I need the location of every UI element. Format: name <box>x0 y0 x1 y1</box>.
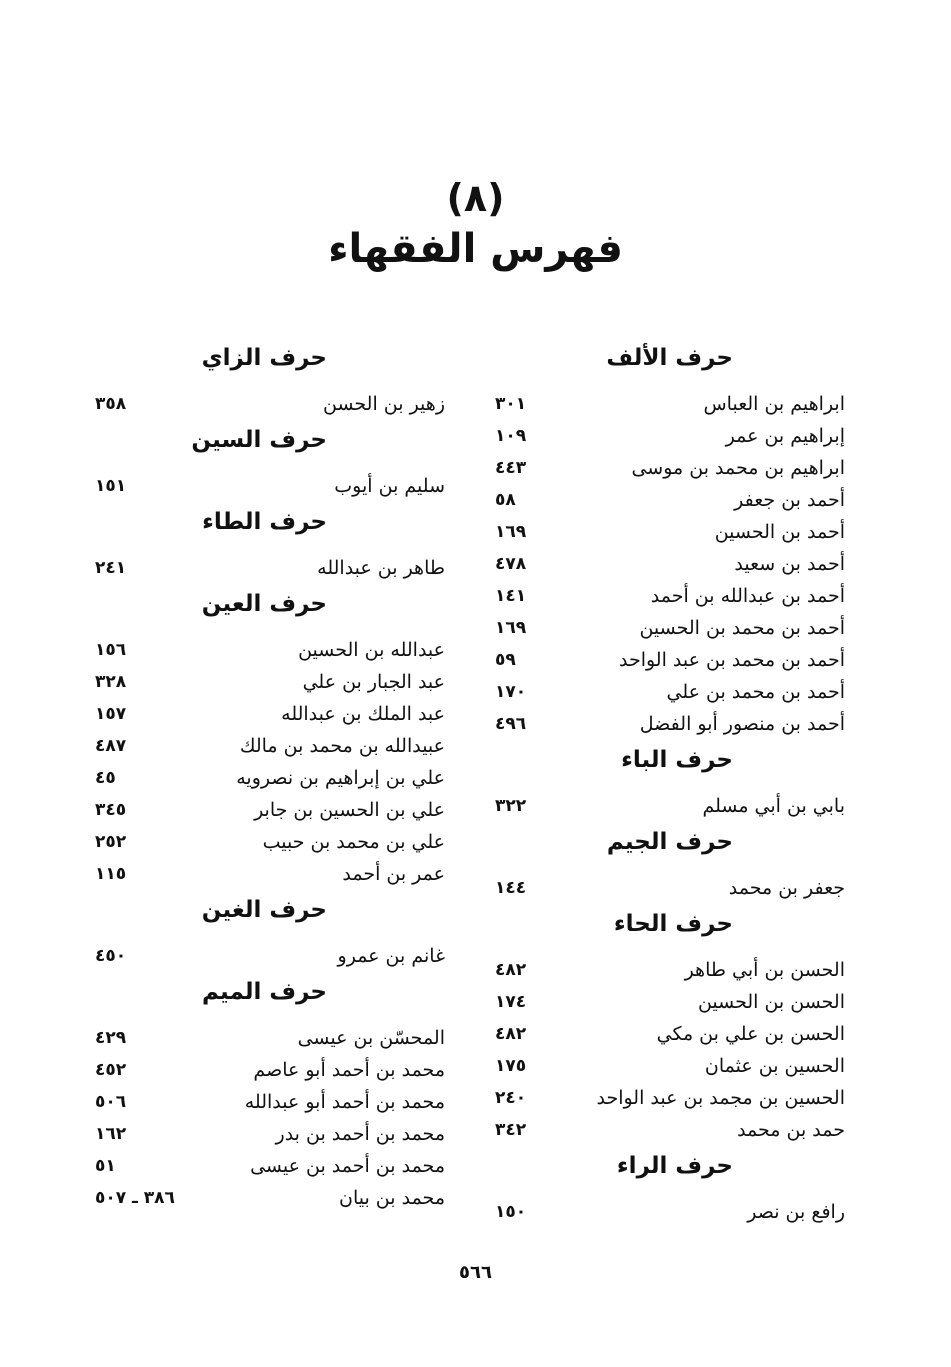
entry-page-number: ٣٠١ <box>495 394 527 414</box>
entry-name: رافع بن نصر <box>747 1201 845 1223</box>
index-entry <box>95 826 445 858</box>
entry-page-number: ٤٨٢ <box>495 1024 527 1044</box>
index-entry <box>495 1018 845 1050</box>
entry-name: أحمد بن محمد بن علي <box>666 681 845 703</box>
entry-name: محمد بن أحمد أبو عاصم <box>253 1059 445 1081</box>
entry-page-number: ١٦٢ <box>95 1124 127 1144</box>
entry-page-number: ٣٢٨ <box>95 672 127 692</box>
index-entry <box>495 1082 845 1114</box>
entry-name: الحسن بن الحسين <box>697 991 845 1013</box>
index-entry <box>495 708 845 740</box>
entry-name: حمد بن محمد <box>737 1119 845 1141</box>
index-entry <box>495 676 845 708</box>
entry-page-number: ٤٧٨ <box>495 554 527 574</box>
entry-page-number: ٣٤٥ <box>95 800 127 820</box>
entry-name: محمد بن أحمد أبو عبدالله <box>244 1091 445 1113</box>
entry-page-number: ٥٨ <box>495 490 516 510</box>
index-entry <box>95 730 445 762</box>
entry-name: علي بن محمد بن حبيب <box>262 831 445 853</box>
page-header <box>0 175 951 277</box>
entry-page-number: ٤٢٩ <box>95 1028 127 1048</box>
entry-name: محمد بن أحمد بن بدر <box>275 1123 445 1145</box>
entry-name: محمد بن بيان <box>339 1187 445 1209</box>
index-column-left <box>95 338 445 1214</box>
entry-page-number: ١٦٩ <box>495 618 527 638</box>
entry-name: غانم بن عمرو <box>337 945 445 967</box>
index-entry <box>495 986 845 1018</box>
entry-name: الحسين بن مجمد بن عبد الواحد <box>596 1087 845 1109</box>
letter-heading: حرف الباء <box>621 747 733 773</box>
index-entry <box>95 388 445 420</box>
entry-page-number: ٢٤١ <box>95 558 127 578</box>
entry-page-number: ١٥١ <box>95 476 127 496</box>
entry-page-number: ٤٨٧ <box>95 736 127 756</box>
index-entry <box>495 452 845 484</box>
index-entry <box>95 552 445 584</box>
entry-page-number: ٤٥٠ <box>95 946 127 966</box>
entry-page-number: ١٠٩ <box>495 426 527 446</box>
index-entry <box>495 1050 845 1082</box>
entry-page-number: ٤٩٦ <box>495 714 527 734</box>
entry-page-number: ٣٢٢ <box>495 796 527 816</box>
index-entry <box>495 580 845 612</box>
index-entry <box>95 1150 445 1182</box>
index-column-right <box>495 338 845 1228</box>
entry-name: الحسن بن علي بن مكي <box>656 1023 845 1045</box>
entry-page-number: ١٤١ <box>495 586 527 606</box>
entry-page-number: ٣٤٢ <box>495 1120 527 1140</box>
entry-name: ابراهيم بن محمد بن موسى <box>631 457 845 479</box>
letter-heading: حرف الغين <box>201 897 327 923</box>
index-entry <box>495 1114 845 1146</box>
entry-name: عبد الجبار بن علي <box>302 671 445 693</box>
entry-name: علي بن إبراهيم بن نصرويه <box>236 767 445 789</box>
entry-page-number: ٥٠٦ <box>95 1092 127 1112</box>
entry-name: أحمد بن جعفر <box>734 489 845 511</box>
index-entry <box>95 1054 445 1086</box>
entry-page-number: ٢٥٢ <box>95 832 127 852</box>
entry-name: أحمد بن محمد بن الحسين <box>639 617 845 639</box>
letter-heading: حرف الراء <box>616 1153 733 1179</box>
entry-name: أحمد بن الحسين <box>714 521 845 543</box>
entry-page-number: ٥١ <box>95 1156 116 1176</box>
entry-name: جعفر بن محمد <box>728 877 845 899</box>
entry-name: بابي بن أبي مسلم <box>702 795 845 817</box>
entry-page-number: ١٦٩ <box>495 522 527 542</box>
entry-page-number: ٤٤٣ <box>495 458 527 478</box>
index-entry <box>95 1118 445 1150</box>
index-entry <box>95 1022 445 1054</box>
index-entry <box>495 872 845 904</box>
entry-page-number: ١٥٦ <box>95 640 127 660</box>
index-entry <box>495 790 845 822</box>
entry-name: أحمد بن عبدالله بن أحمد <box>650 585 845 607</box>
index-entry <box>495 548 845 580</box>
index-entry <box>495 644 845 676</box>
entry-page-number: ٤٥ <box>95 768 116 788</box>
index-entry <box>95 1182 445 1214</box>
index-entry <box>95 634 445 666</box>
letter-heading: حرف الجيم <box>606 829 733 855</box>
entry-name: الحسن بن أبي طاهر <box>684 959 845 981</box>
entry-name: زهير بن الحسن <box>323 393 445 415</box>
index-entry <box>95 470 445 502</box>
letter-heading: حرف العين <box>201 591 327 617</box>
index-entry <box>95 940 445 972</box>
entry-page-number: ٢٤٠ <box>495 1088 527 1108</box>
index-entry <box>495 484 845 516</box>
entry-page-number: ٣٨٦ ـ ٥٠٧ <box>95 1188 175 1208</box>
entry-page-number: ٥٩ <box>495 650 516 670</box>
index-entry <box>495 516 845 548</box>
index-entry <box>95 762 445 794</box>
index-number: (٨) <box>446 176 505 220</box>
letter-heading: حرف الميم <box>202 979 327 1005</box>
entry-page-number: ١٤٤ <box>495 878 527 898</box>
entry-name: سليم بن أيوب <box>334 475 445 497</box>
entry-name: إبراهيم بن عمر <box>725 425 845 447</box>
entry-page-number: ١٧٠ <box>495 682 527 702</box>
index-entry <box>95 858 445 890</box>
index-entry <box>95 666 445 698</box>
index-entry <box>95 794 445 826</box>
entry-name: الحسين بن عثمان <box>704 1055 845 1077</box>
entry-page-number: ١٥٠ <box>495 1202 527 1222</box>
index-entry <box>495 420 845 452</box>
entry-name: عمر بن أحمد <box>342 863 445 885</box>
index-entry <box>495 1196 845 1228</box>
index-entry <box>495 612 845 644</box>
entry-page-number: ١٥٧ <box>95 704 127 724</box>
entry-name: عبد الملك بن عبدالله <box>281 703 445 725</box>
entry-name: محمد بن أحمد بن عيسى <box>250 1155 445 1177</box>
index-entry <box>95 1086 445 1118</box>
entry-page-number: ١١٥ <box>95 864 127 884</box>
page-title: فهرس الفقهاء <box>328 226 623 272</box>
letter-heading: حرف الزاي <box>201 345 327 371</box>
index-entry <box>95 698 445 730</box>
entry-name: علي بن الحسين بن جابر <box>254 799 445 821</box>
entry-name: ابراهيم بن العباس <box>703 393 845 415</box>
entry-page-number: ١٧٥ <box>495 1056 527 1076</box>
entry-name: عبيدالله بن محمد بن مالك <box>239 735 445 757</box>
entry-page-number: ٤٨٢ <box>495 960 527 980</box>
entry-page-number: ٣٥٨ <box>95 394 127 414</box>
entry-page-number: ١٧٤ <box>495 992 527 1012</box>
entry-page-number: ٤٥٢ <box>95 1060 127 1080</box>
letter-heading: حرف الألف <box>606 345 733 371</box>
entry-name: المحسّن بن عيسى <box>297 1027 445 1049</box>
entry-name: أحمد بن سعيد <box>734 553 845 575</box>
entry-name: أحمد بن منصور أبو الفضل <box>639 713 845 735</box>
index-entry <box>495 954 845 986</box>
page-number: ٥٦٦ <box>459 1262 492 1283</box>
letter-heading: حرف الحاء <box>613 911 733 937</box>
letter-heading: حرف الطاء <box>202 509 327 535</box>
entry-name: عبدالله بن الحسين <box>298 639 445 661</box>
letter-heading: حرف السين <box>191 427 327 453</box>
entry-name: أحمد بن محمد بن عبد الواحد <box>618 649 845 671</box>
entry-name: طاهر بن عبدالله <box>317 557 445 579</box>
index-entry <box>495 388 845 420</box>
